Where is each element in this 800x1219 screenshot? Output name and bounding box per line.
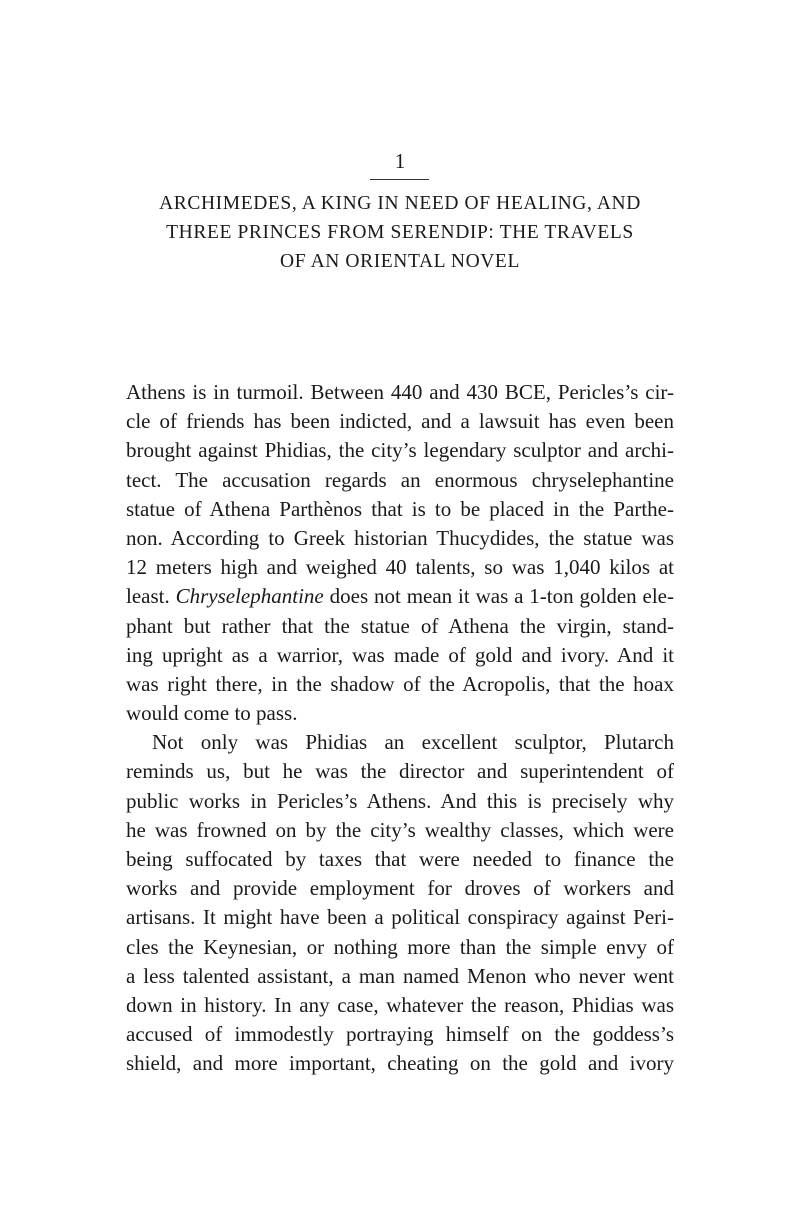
- text-line: artisans. It might have been a political conspiracy against Peri-: [126, 905, 674, 930]
- text-line: would come to pass.: [126, 701, 298, 726]
- text-line: he was frowned on by the city’s wealthy classes, which were: [126, 817, 674, 842]
- text-line: statue of Athena Parthènos that is to be placed in the Parthe-: [126, 496, 674, 521]
- body-text: [126, 378, 674, 1079]
- text-line: was right there, in the shadow of the Acropolis, that the hoax: [126, 671, 674, 696]
- chapter-number: 1: [394, 149, 406, 173]
- text-line: phant but rather that the statue of Athena the virgin, stand-: [126, 613, 674, 638]
- text-line: brought against Phidias, the city’s legendary sculptor and archi-: [126, 438, 674, 463]
- text-line: reminds us, but he was the director and superintendent of: [126, 759, 674, 784]
- text-line: down in history. In any case, whatever the reason, Phidias was: [126, 992, 674, 1017]
- text-line: a less talented assistant, a man named Menon who never went: [126, 963, 674, 988]
- text-line: cle of friends has been indicted, and a lawsuit has even been: [126, 409, 674, 434]
- text-line: public works in Pericles’s Athens. And this is precisely why: [126, 788, 674, 813]
- text-line: Not only was Phidias an excellent sculptor, Plutarch: [152, 730, 674, 755]
- chapter-title-line: ARCHIMEDES, A KING IN NEED OF HEALING, AND: [159, 193, 641, 214]
- paragraph-2: [126, 728, 674, 1078]
- text-line: works and provide employment for droves of workers and: [126, 876, 674, 901]
- text-line: non. According to Greek historian Thucydides, the statue was: [126, 525, 674, 550]
- text-segment: least.: [126, 584, 170, 609]
- text-line: tect. The accusation regards an enormous chryselephantine: [126, 467, 674, 492]
- chapter-title: [100, 189, 700, 276]
- text-line: Athens is in turmoil. Between 440 and 430 BCE, Pericles’s cir-: [126, 380, 674, 404]
- text-line: cles the Keynesian, or nothing more than the simple envy of: [126, 934, 674, 959]
- text-segment: does not mean it was a 1-ton golden ele-: [323, 584, 675, 609]
- text-line: being suffocated by taxes that were needed to finance the: [126, 847, 674, 871]
- text-line: 12 meters high and weighed 40 talents, so was 1,040 kilos at: [126, 555, 674, 580]
- chapter-title-line: OF AN ORIENTAL NOVEL: [280, 251, 520, 272]
- text-line: accused of immodestly portraying himself on the goddess’s: [126, 1022, 674, 1047]
- chapter-title-line: THREE PRINCES FROM SERENDIP: THE TRAVELS: [166, 222, 634, 243]
- text-line: ing upright as a warrior, was made of gold and ivory. And it: [126, 642, 674, 667]
- text-line: shield, and more important, cheating on the gold and ivory: [126, 1051, 674, 1076]
- paragraph-1: [126, 378, 674, 728]
- chapter-number-rule: [370, 179, 429, 180]
- italic-term: Chryselephantine: [175, 584, 324, 609]
- text-line-with-italic: [126, 582, 674, 611]
